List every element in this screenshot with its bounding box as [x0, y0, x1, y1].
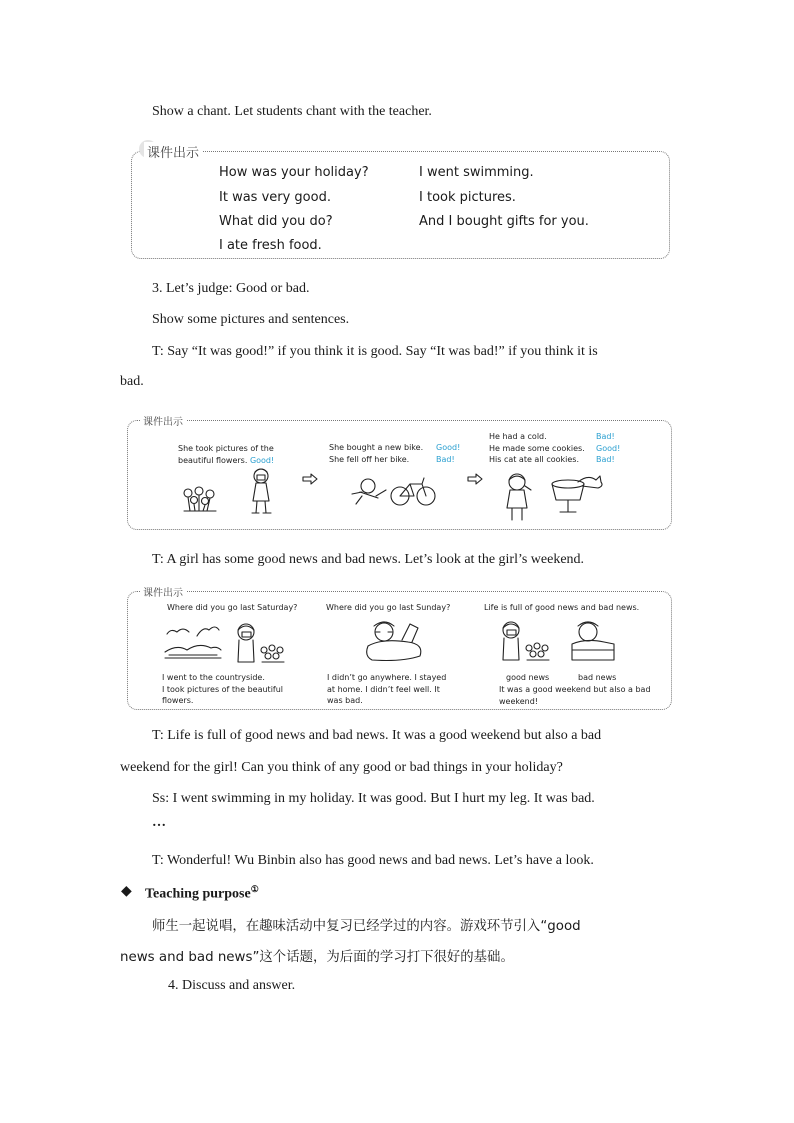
panel-question: Where did you go last Saturday? — [167, 603, 298, 612]
judge-instruction-cont: bad. — [120, 374, 144, 389]
girl-camera-illustration — [247, 467, 275, 517]
bad-news-label: bad news — [578, 673, 617, 682]
cat-table-illustration — [548, 474, 606, 516]
wonderful-line: T: Wonderful! Wu Binbin also has good news and bad news. Let’s have a look. — [152, 853, 594, 868]
courseware-label: 课件出示 — [140, 584, 186, 599]
chant-box — [131, 151, 670, 259]
life-line-cont: weekend for the girl! Can you think of any good or bad things in your holiday? — [120, 760, 563, 775]
panel-answers: Bad! Good! Bad! — [596, 432, 621, 464]
answer-good: Good! — [249, 455, 275, 465]
chant-line: I took pictures. — [419, 190, 516, 205]
girl-sick-bed-illustration — [362, 620, 426, 666]
girl-bad-news-illustration — [568, 620, 618, 664]
panel-question: Where did you go last Sunday? — [326, 603, 451, 612]
chant-line: What did you do? — [219, 214, 333, 229]
arrow-icon — [302, 474, 318, 484]
good-news-label: good news — [506, 673, 550, 682]
teaching-purpose-title: Teaching purpose① — [145, 884, 259, 902]
courseware-label: 课件出示 — [140, 413, 186, 428]
chant-line: How was your holiday? — [219, 165, 369, 180]
life-line: T: Life is full of good news and bad news. It was a good weekend but also a bad — [152, 728, 602, 743]
discuss-line: 4. Discuss and answer. — [168, 978, 296, 993]
judge-instruction: T: Say “It was good!” if you think it is good. Say “It was bad!” if you think it is — [152, 344, 598, 359]
intro-line: Show a chant. Let students chant with the teacher. — [152, 104, 432, 119]
panel-text: She bought a new bike. She fell off her bike. — [329, 443, 424, 464]
countryside-illustration — [163, 624, 223, 662]
panel-answer: I didn’t go anywhere. I stayed at home. I didn’t feel well. It was bad. — [327, 673, 447, 705]
panel-answer: I went to the countryside. I took pictures of the beautiful flowers. — [162, 673, 284, 705]
boy-cold-illustration — [501, 472, 537, 522]
panel-text: She took pictures of the beautiful flowers. Good! — [178, 444, 275, 465]
panel-text: He had a cold. He made some cookies. His cat ate all cookies. — [489, 432, 585, 464]
bullet-diamond-icon: ◆ — [121, 883, 132, 899]
purpose-text: 师生一起说唱，在趣味活动中复习已经学过的内容。游戏环节引入“good — [152, 919, 581, 934]
girl-good-news-illustration — [499, 620, 551, 666]
girl-intro: T: A girl has some good news and bad news. Let’s look at the girl’s weekend. — [152, 552, 585, 567]
chant-line: And I bought gifts for you. — [419, 214, 589, 229]
chant-line: It was very good. — [219, 190, 331, 205]
girl-photo-illustration — [234, 622, 286, 666]
footnote-marker: ① — [250, 884, 259, 894]
panel-answer: It was a good weekend but also a bad weekend! — [499, 685, 651, 706]
chant-line: I went swimming. — [419, 165, 534, 180]
arrow-icon — [467, 474, 483, 484]
judge-heading: 3. Let’s judge: Good or bad. — [152, 281, 310, 296]
purpose-text-cont: news and bad news”这个话题，为后面的学习打下很好的基础。 — [120, 950, 514, 965]
girl-fell-bike-illustration — [346, 472, 436, 508]
panel-question: Life is full of good news and bad news. — [484, 603, 640, 612]
chant-line: I ate fresh food. — [219, 238, 322, 253]
students-answer: Ss: I went swimming in my holiday. It was good. But I hurt my leg. It was bad. — [152, 791, 595, 806]
courseware-label: 课件出示 — [144, 142, 202, 161]
panel-answers: Good! Bad! — [436, 443, 461, 464]
ellipsis: … — [152, 815, 166, 830]
judge-show: Show some pictures and sentences. — [152, 312, 350, 327]
flowers-illustration — [180, 485, 220, 515]
